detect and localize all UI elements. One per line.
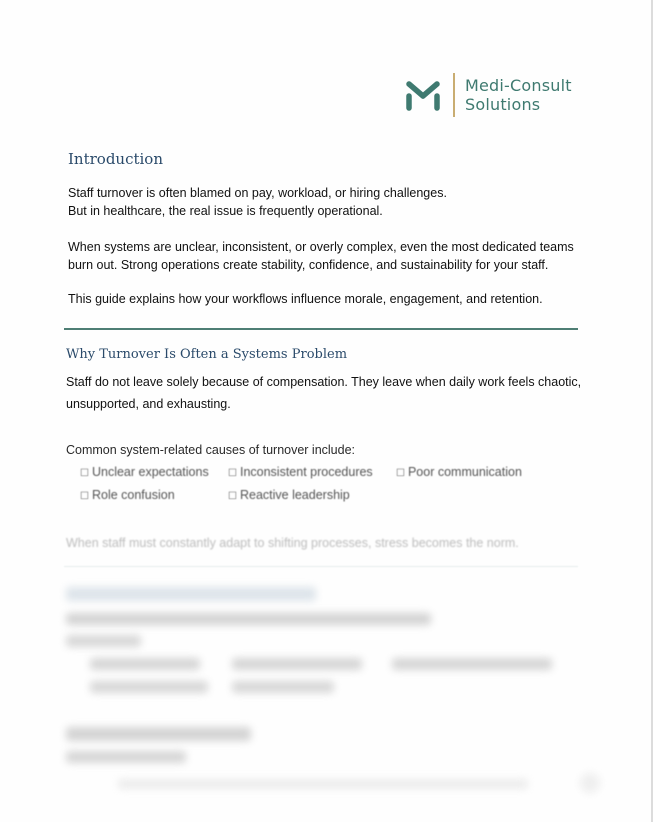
- intro-paragraph-2: [68, 238, 574, 274]
- intro-paragraph-1: [68, 184, 447, 220]
- logo-wordmark: [465, 76, 572, 114]
- checkbox-icon: ☐: [228, 468, 237, 479]
- blurred-text-line: [66, 751, 186, 763]
- faded-section-divider: [64, 566, 578, 567]
- blurred-list-item: [90, 681, 208, 693]
- blurred-text-line: [66, 613, 431, 625]
- cause-item: [228, 465, 373, 479]
- checkbox-icon: ☐: [396, 468, 405, 479]
- checkbox-icon: ☐: [228, 491, 237, 502]
- blurred-page-number: [580, 773, 600, 793]
- intro-p2-line-2: burn out. Strong operations create stability, confidence, and sustainability for your staff.: [68, 258, 549, 272]
- blurred-list-item: [232, 681, 334, 693]
- cause-label: Role confusion: [91, 488, 175, 502]
- checkbox-icon: ☐: [80, 491, 89, 502]
- cause-item: [228, 488, 350, 502]
- cause-item: [80, 488, 175, 502]
- checkbox-icon: ☐: [80, 468, 89, 479]
- cause-label: Inconsistent procedures: [239, 465, 373, 479]
- m-monogram-icon: [404, 78, 442, 112]
- cause-label: Reactive leadership: [239, 488, 350, 502]
- logo-divider: [453, 73, 455, 117]
- blurred-heading: [66, 587, 316, 601]
- page-edge: [651, 0, 653, 822]
- blurred-footer-line: [118, 779, 528, 789]
- systems-problem-paragraph: Staff do not leave solely because of compensation. They leave when daily work feels chaotic, unsupported, and exhausting.: [66, 375, 582, 411]
- blurred-list-item: [392, 658, 552, 670]
- section-divider: [64, 328, 578, 330]
- causes-closing-line: When staff must constantly adapt to shifting processes, stress becomes the norm.: [66, 536, 519, 550]
- cause-label: Poor communication: [407, 465, 522, 479]
- blurred-preview-content: [0, 575, 653, 822]
- blurred-list-item: [232, 658, 362, 670]
- intro-p1-line-1: Staff turnover is often blamed on pay, workload, or hiring challenges.: [68, 186, 447, 200]
- causes-intro: Common system-related causes of turnover include:: [66, 443, 356, 457]
- cause-label: Unclear expectations: [91, 465, 209, 479]
- blurred-text-line: [66, 635, 141, 647]
- company-logo: [404, 72, 572, 118]
- intro-p1-line-2: But in healthcare, the real issue is frequently operational.: [68, 204, 383, 218]
- intro-paragraph-3: This guide explains how your workflows influence morale, engagement, and retention.: [68, 292, 543, 306]
- blurred-text-line: [66, 727, 251, 741]
- intro-p2-line-1: When systems are unclear, inconsistent, or overly complex, even the most dedicated teams: [68, 240, 574, 254]
- cause-item: [396, 465, 522, 479]
- cause-item: [80, 465, 209, 479]
- introduction-heading: Introduction: [68, 150, 163, 168]
- systems-problem-heading: Why Turnover Is Often a Systems Problem: [66, 347, 348, 362]
- logo-line-2: Solutions: [465, 95, 541, 114]
- blurred-list-item: [90, 658, 200, 670]
- logo-line-1: Medi-Consult: [465, 76, 572, 95]
